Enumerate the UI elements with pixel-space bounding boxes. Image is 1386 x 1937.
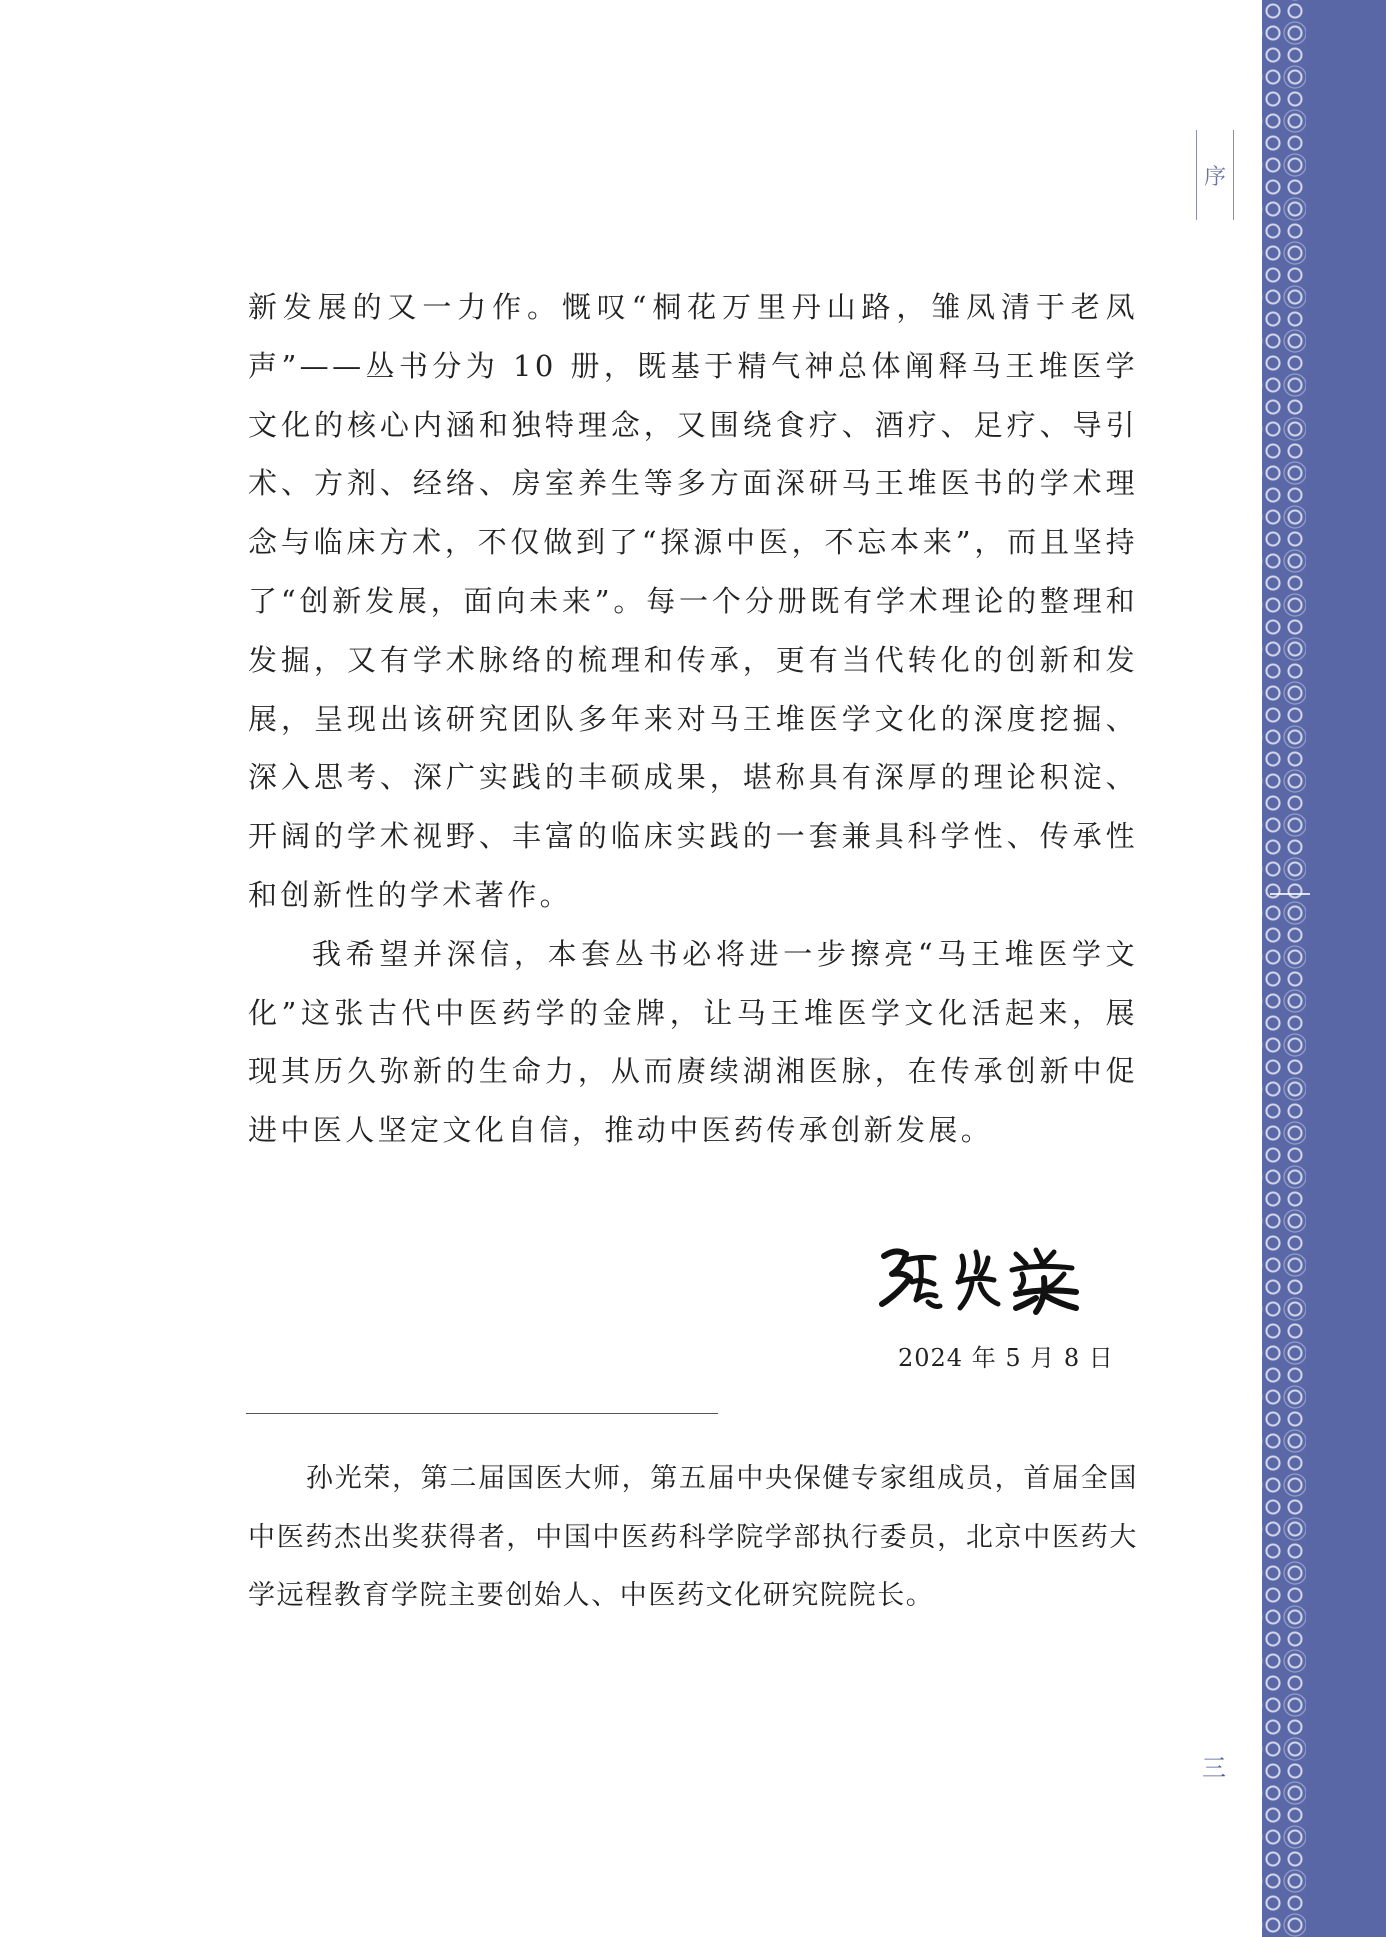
main-body xyxy=(248,278,1138,1160)
body-paragraph-1: 新发展的又一力作。慨叹“桐花万里丹山路，雏凤清于老凤声”——丛书分为 10 册，既基于精气神总体阐释马王堆医学文化的核心内涵和独特理念，又围绕食疗、酒疗、足疗、导引术、方剂、经络、房室养生等多方面深研马王堆医书的学术理念与临床方术，不仅做到了“探源中医，不忘本来”，而且坚持了“创新发展，面向未来”。每一个分册既有学术理论的整理和发掘，又有学术脉络的梳理和传承，更有当代转化的创新和发展，呈现出该研究团队多年来对马王堆医学文化的深度挖掘、深入思考、深广实践的丰硕成果，堪称具有深厚的理论积淀、开阔的学术视野、丰富的临床实践的一套兼具科学性、传承性和创新性的学术著作。 xyxy=(248,290,1138,912)
section-label: 序 xyxy=(1203,164,1226,190)
handwritten-signature xyxy=(876,1238,1086,1318)
cloud-pattern-strip xyxy=(1262,0,1306,1937)
page-number: 三 xyxy=(1202,1754,1226,1782)
body-paragraph-2: 我希望并深信，本套丛书必将进一步擦亮“马王堆医学文化”这张古代中医药学的金牌，让马王堆医学文化活起来，展现其历久弥新的生命力，从而赓续湖湘医脉，在传承创新中促进中医人坚定文化自信，推动中医药传承创新发展。 xyxy=(248,936,1138,1148)
signature-date: 2024 年 5 月 8 日 xyxy=(898,1344,1114,1372)
footnote-divider xyxy=(246,1413,718,1414)
band-divider-mark xyxy=(1270,893,1310,915)
solid-blue-strip xyxy=(1306,0,1386,1937)
section-tab xyxy=(1196,130,1234,220)
decorative-side-band xyxy=(1262,0,1386,1937)
author-footnote: 孙光荣，第二届国医大师，第五届中央保健专家组成员，首届全国中医药杰出奖获得者，中国中医药科学院学部执行委员，北京中医药大学远程教育学院主要创始人、中医药文化研究院院长。 xyxy=(248,1463,1138,1611)
